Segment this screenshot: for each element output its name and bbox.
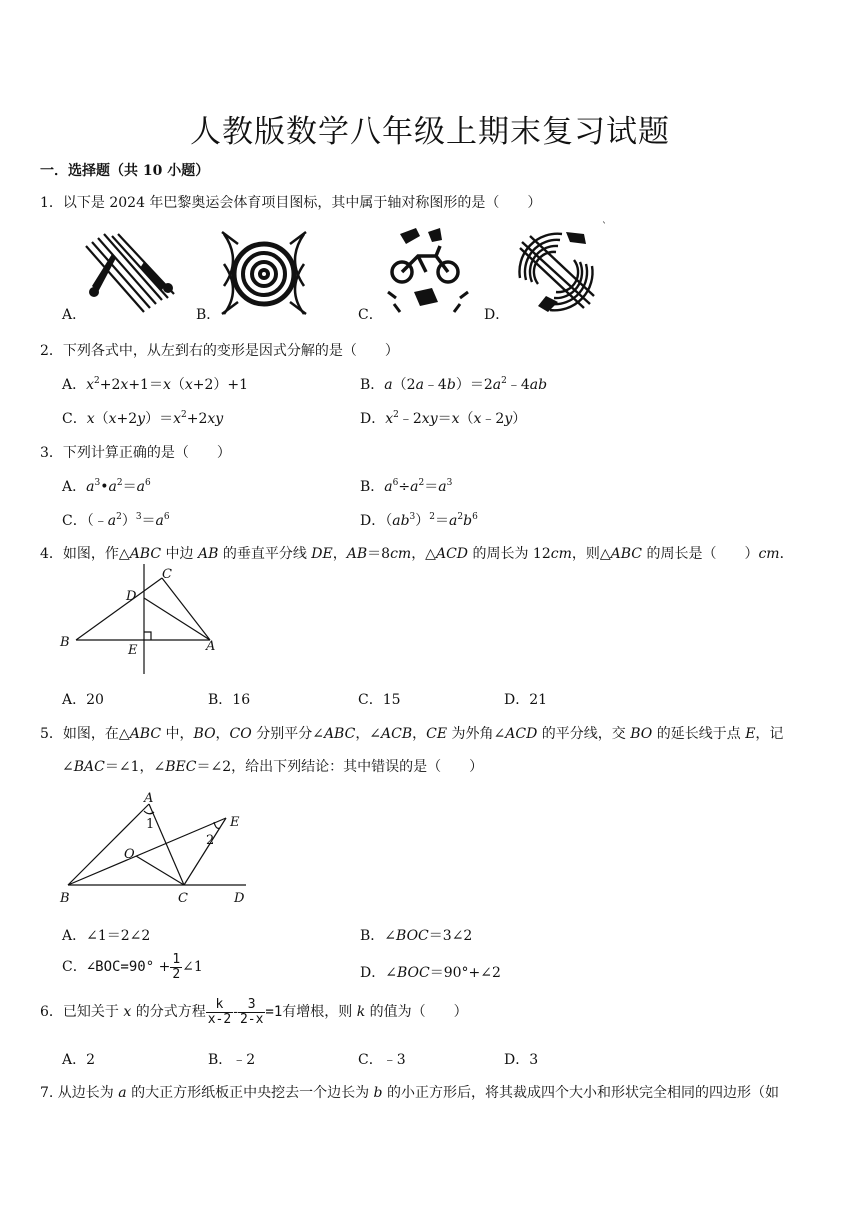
point-label-e: E [230, 815, 240, 830]
point-label-d: D [234, 891, 245, 906]
section-heading: 一．选择题（共 10 小题） [40, 163, 210, 179]
question-6-stem: 6．已知关于 x 的分式方程 $\frac{k}{x-2}$ - $\frac{3}{2-x}$ =1有增根，则 k 的值为（ ） [40, 997, 468, 1027]
cycling-bmx-icon [384, 226, 472, 316]
question-5-option-b: B．∠BOC＝3∠2 [360, 928, 473, 944]
point-label-a: A [144, 791, 154, 806]
point-label-b: B [60, 635, 70, 650]
question-2-option-b: B．$a(2a﹣4b)=2a^2﹣4ab$ [360, 376, 548, 393]
question-3-option-a: A．$a^3•a^2=a^6$ [62, 478, 151, 495]
point-label-o: O [124, 847, 135, 862]
question-6-option-c: C．﹣3 [358, 1052, 406, 1068]
angle-label-1: 1 [146, 817, 155, 832]
point-label-e: E [128, 643, 138, 658]
question-6-option-d: D．3 [504, 1052, 539, 1068]
fraction-k-over-x-minus-2: $\frac{k}{x-2}$ [207, 997, 232, 1027]
question-7-stem: 7. 从边长为 a 的大正方形纸板正中央挖去一个边长为 b 的小正方形后，将其裁成四个大小和形状完全相同的四边形（如 [40, 1085, 779, 1101]
question-2-stem: 2．下列各式中，从左到右的变形是因式分解的是（ ） [40, 343, 399, 359]
point-label-b: B [60, 891, 70, 906]
point-label-c: C [178, 891, 188, 906]
question-3-option-c: C．$(﹣a^2)^3=a^6$ [62, 512, 170, 529]
point-label-c: C [162, 567, 172, 582]
question-6-option-a: A．2 [62, 1052, 96, 1068]
question-3-option-b: B．$a^6\div a^2=a^3$ [360, 478, 453, 495]
point-label-a: A [206, 639, 216, 654]
question-4-option-b: B．16 [208, 692, 251, 708]
angle-label-2: 2 [206, 833, 215, 848]
question-5-option-a: A．∠1＝2∠2 [62, 928, 151, 944]
question-1-stem: 1．以下是 2024 年巴黎奥运会体育项目图标，其中属于轴对称图形的是（ ） [40, 195, 542, 211]
question-5-stem-line-1: 5．如图，在△ABC 中，BO，CO 分别平分∠ABC，∠ACB，CE 为外角∠ACD 的平分线，交 BO 的延长线于点 E，记 [40, 726, 784, 742]
point-label-d: D [126, 589, 137, 604]
question-4-figure [56, 564, 236, 680]
question-3-stem: 3．下列计算正确的是（ ） [40, 445, 231, 461]
question-2-option-a: A．$x^2+2x+1=x(x+2)+1$ [62, 376, 249, 393]
skateboarding-icon [510, 226, 602, 318]
question-1-option-c: C． [358, 307, 383, 323]
question-3-option-d: D．$(ab^3)^2=a^2b^6$ [360, 512, 478, 529]
question-1-option-a: A． [62, 307, 87, 323]
fraction-3-over-2-minus-x: $\frac{3}{2-x}$ [239, 997, 264, 1027]
question-6-option-b: B．﹣2 [208, 1052, 256, 1068]
question-2-option-c: C．$x(x+2y)=x^2+2xy$ [62, 410, 224, 427]
badminton-icon [82, 232, 178, 316]
question-5-figure [56, 788, 256, 908]
question-5-stem-line-2: ∠BAC＝∠1，∠BEC＝∠2，给出下列结论：其中错误的是（ ） [62, 759, 484, 775]
archery-target-icon [220, 230, 310, 316]
page-title: 人教版数学八年级上期末复习试题 [190, 114, 670, 150]
question-4-option-c: C．15 [358, 692, 401, 708]
question-5-option-c: C．∠BOC=90° + $\frac{1}{2}$ ∠1 [62, 952, 203, 982]
question-4-option-d: D．21 [504, 692, 548, 708]
question-1-option-b: B． [196, 307, 221, 323]
question-5-option-d: D．∠BOC＝90°+∠2 [360, 965, 501, 981]
question-1-option-d: D． [484, 307, 510, 323]
question-4-option-a: A．20 [62, 692, 104, 708]
question-4-stem: 4．如图，作△ABC 中边 AB 的垂直平分线 DE，AB＝8cm，△ACD 的周长为 12cm，则△ABC 的周长是（ ）cm． [40, 546, 794, 562]
question-2-option-d: D．$x^2﹣2xy=x(x﹣2y)$ [360, 410, 527, 427]
